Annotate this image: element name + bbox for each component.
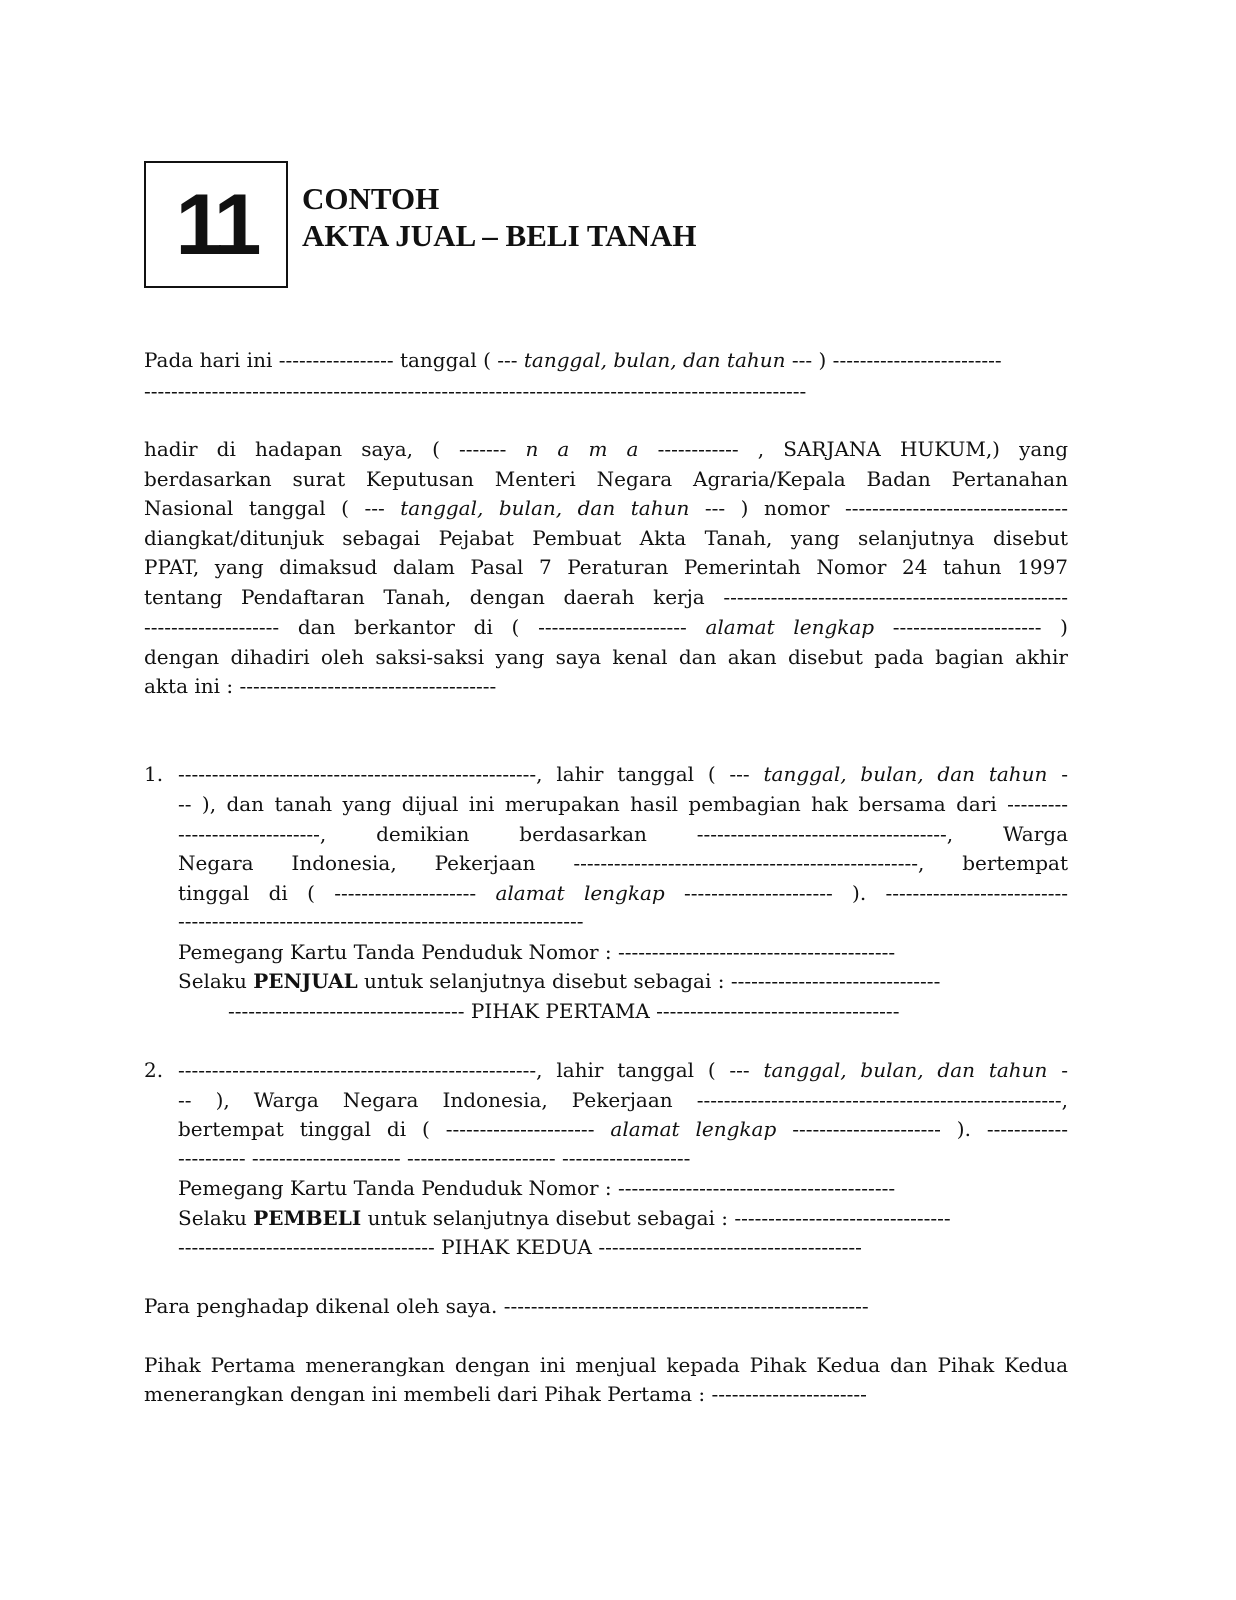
text: Selaku <box>178 1206 254 1230</box>
intro-line-4: diangkat/ditunjuk sebagai Pejabat Pembuat Akta Tanah, yang selanjutnya disebut <box>144 526 1068 550</box>
text: Nasional tanggal ( --- <box>144 496 401 520</box>
role-label: PEMBELI <box>253 1206 362 1230</box>
text: ---------------------- ). --------------------------- <box>664 881 1068 905</box>
party1-role <box>178 966 1068 996</box>
text: untuk selanjutnya disebut sebagai : ------------------------------- <box>357 969 941 993</box>
chapter-number-box <box>144 161 288 288</box>
page-title <box>302 180 696 254</box>
text: -------------------- dan berkantor di ( ---------------------- <box>144 615 706 639</box>
text: - <box>1047 1058 1068 1082</box>
party2-label <box>178 1232 1068 1262</box>
intro-line-7 <box>144 612 1068 642</box>
text: ---------------------- ) <box>874 615 1068 639</box>
title-line-2: AKTA JUAL – BELI TANAH <box>302 218 697 253</box>
party1-line-6: ------------------------------------------------------------ <box>178 909 584 933</box>
text: ------------ , SARJANA HUKUM,) yang <box>638 437 1068 461</box>
party2-line-3 <box>178 1114 1068 1144</box>
text: - <box>1047 762 1068 786</box>
list-number: 2. <box>144 1058 164 1082</box>
placeholder-text: tanggal, bulan, dan tahun <box>400 496 690 520</box>
text: ------------------------------------ <box>649 999 900 1023</box>
text: --------------------------------------- <box>591 1235 862 1259</box>
opening-line-1 <box>144 345 1068 375</box>
text: untuk selanjutnya disebut sebagai : -------------------------------- <box>361 1206 951 1230</box>
intro-line-5: PPAT, yang dimaksud dalam Pasal 7 Peraturan Pemerintah Nomor 24 tahun 1997 <box>144 555 1068 579</box>
party1-label <box>228 996 1028 1026</box>
party-label: PIHAK KEDUA <box>441 1235 592 1259</box>
text: ---------------------- ). ------------ <box>776 1117 1068 1141</box>
party-label: PIHAK PERTAMA <box>470 999 650 1023</box>
intro-line-6: tentang Pendaftaran Tanah, dengan daerah kerja --------------------------------------------------- <box>144 585 1068 609</box>
party2-line-4: ---------- ---------------------- ---------------------- ------------------- <box>178 1146 691 1170</box>
party2-line-2: -- ), Warga Negara Indonesia, Pekerjaan ------------------------------------------------------, <box>178 1088 1068 1112</box>
party1-line-5 <box>178 878 1068 908</box>
party1-line-2: -- ), dan tanah yang dijual ini merupakan hasil pembagian hak bersama dari --------- <box>178 792 1068 816</box>
text: --- ) nomor --------------------------------- <box>689 496 1068 520</box>
intro-line-8: dengan dihadiri oleh saksi-saksi yang saya kenal dan akan disebut pada bagian akhir <box>144 645 1068 669</box>
placeholder-text: alamat lengkap <box>705 615 875 639</box>
list-number: 1. <box>144 762 164 786</box>
placeholder-text: n a m a <box>525 437 639 461</box>
party1-line-4: Negara Indonesia, Pekerjaan ---------------------------------------------------, bertempat <box>178 851 1068 875</box>
placeholder-text: tanggal, bulan, dan tahun <box>523 348 786 372</box>
closing-line-1: Pihak Pertama menerangkan dengan ini menjual kepada Pihak Kedua dan Pihak Kedua <box>144 1353 1068 1377</box>
text: -------------------------------------- <box>178 1235 442 1259</box>
text: Selaku <box>178 969 254 993</box>
intro-line-9: akta ini : -------------------------------------- <box>144 674 497 698</box>
text: ----------------------------------- <box>228 999 471 1023</box>
intro-line-1 <box>144 434 1068 464</box>
text: --- ) ------------------------- <box>785 348 1002 372</box>
text: -----------------------------------------------------, lahir tanggal ( --- <box>178 762 764 786</box>
text: tinggal di ( --------------------- <box>178 881 496 905</box>
title-line-1: CONTOH <box>302 181 440 216</box>
opening-line-2: -------------------------------------------------------------------------------------------------- <box>144 379 807 403</box>
placeholder-text: alamat lengkap <box>495 881 665 905</box>
closing-line-2: menerangkan dengan ini membeli dari Pihak Pertama : ----------------------- <box>144 1382 867 1406</box>
role-label: PENJUAL <box>253 969 358 993</box>
closing-paragraph-1: Para penghadap dikenal oleh saya. ------------------------------------------------------ <box>144 1294 869 1318</box>
party1-line-1 <box>178 759 1068 789</box>
party2-ktp: Pemegang Kartu Tanda Penduduk Nomor : ----------------------------------------- <box>178 1176 896 1200</box>
placeholder-text: alamat lengkap <box>610 1117 777 1141</box>
party2-role <box>178 1203 1068 1233</box>
text: Pada hari ini ----------------- tanggal ( --- <box>144 348 524 372</box>
party2-line-1 <box>178 1055 1068 1085</box>
party1-line-3: ---------------------, demikian berdasarkan -------------------------------------, Warga <box>178 822 1068 846</box>
text: hadir di hadapan saya, ( ------- <box>144 437 526 461</box>
intro-line-3 <box>144 493 1068 523</box>
text: -----------------------------------------------------, lahir tanggal ( --- <box>178 1058 764 1082</box>
text: bertempat tinggal di ( ---------------------- <box>178 1117 611 1141</box>
intro-line-2: berdasarkan surat Keputusan Menteri Negara Agraria/Kepala Badan Pertanahan <box>144 467 1068 491</box>
party1-ktp: Pemegang Kartu Tanda Penduduk Nomor : ----------------------------------------- <box>178 940 896 964</box>
placeholder-text: tanggal, bulan, dan tahun <box>763 1058 1048 1082</box>
placeholder-text: tanggal, bulan, dan tahun <box>763 762 1048 786</box>
chapter-number: 11 <box>175 176 257 273</box>
